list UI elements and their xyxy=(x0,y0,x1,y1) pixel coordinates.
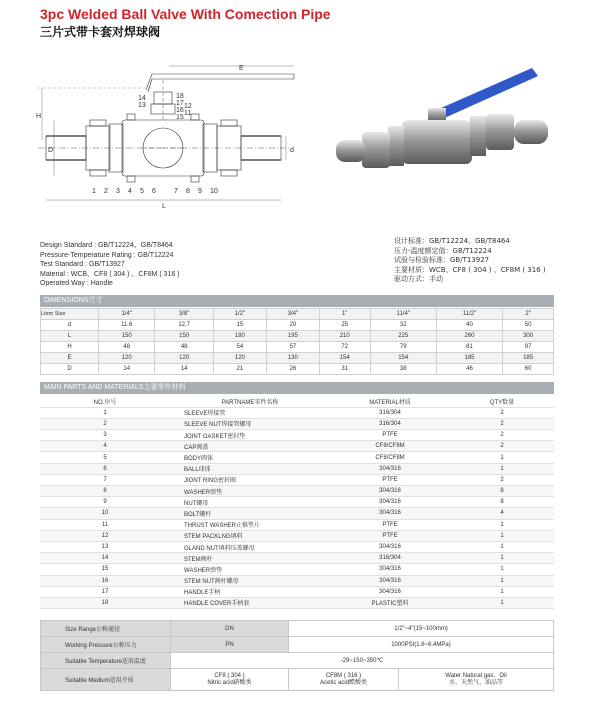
cell-name: JOINT GASKET密封垫 xyxy=(170,430,330,441)
dim-row-D: D 14 14 21 26 31 38 46 60 xyxy=(41,364,554,375)
cell-no: 12 xyxy=(40,530,170,541)
table-row xyxy=(40,564,554,575)
cell-no: 16 xyxy=(40,575,170,586)
part-num-13: 13 xyxy=(138,102,146,109)
cell-no: 6 xyxy=(40,463,170,474)
cell-qty: 2 xyxy=(450,418,554,429)
cell-name: NUT螺母 xyxy=(170,497,330,508)
cell-material: PTFE xyxy=(330,430,450,441)
size-header: 3/4" xyxy=(266,309,319,320)
part-num-17: 17 xyxy=(176,100,184,107)
cell-name: BOLT螺杆 xyxy=(170,508,330,519)
parts-header: MAIN PARTS AND MATERIALS主要零件材料 xyxy=(40,382,554,394)
spec-line: Design Standard : GB/T12224、GB/T8464 xyxy=(40,242,173,249)
spec-line: 驱动方式：手动 xyxy=(394,275,443,283)
cell-name: WASHER弹垫 xyxy=(170,564,330,575)
cell-qty: 1 xyxy=(450,575,554,586)
dim-row-L: L 150 150 180 195 210 225 260 300 xyxy=(41,331,554,342)
cell-name: HANDLE COVER手柄套 xyxy=(170,597,330,608)
cell-material: CF8/CF8M xyxy=(330,441,450,452)
table-row xyxy=(40,508,554,519)
cell-material: PLASTIC塑料 xyxy=(330,597,450,608)
table-row xyxy=(40,586,554,597)
part-num-6: 6 xyxy=(152,188,156,195)
size-header: 2" xyxy=(503,309,554,320)
part-num-4: 4 xyxy=(128,188,132,195)
spec-line: Material : WCB、CF8 ( 304 ) 、CF8M ( 316 ) xyxy=(40,270,180,278)
cell-qty: 2 xyxy=(450,407,554,418)
label-E: E xyxy=(239,65,244,72)
cell-material: PTFE xyxy=(330,530,450,541)
table-row xyxy=(40,474,554,485)
table-row xyxy=(40,553,554,564)
dim-corner: Ltem Size xyxy=(41,309,99,320)
part-num-9: 9 xyxy=(198,188,202,195)
cell-qty: 4 xyxy=(450,508,554,519)
cell-name: WASHER弹垫 xyxy=(170,486,330,497)
pressure-row: Working Pressure公称压力 PN 1000PSI(1.6~6.4MPa) xyxy=(41,637,554,653)
spec-line: 主要材质：WCB、CF8 ( 304 ) 、CF8M ( 316 ) xyxy=(394,265,546,274)
valve-photo xyxy=(332,60,562,200)
cell-no: 15 xyxy=(40,564,170,575)
cell-name: STEM PACKLNG填料 xyxy=(170,530,330,541)
cell-qty: 8 xyxy=(450,486,554,497)
table-row xyxy=(40,519,554,530)
dim-row-E: E 120 120 120 130 154 154 185 185 xyxy=(41,353,554,364)
spec-line: Operated Way : Handle xyxy=(40,280,113,287)
properties-table xyxy=(40,620,554,691)
cell-no: 7 xyxy=(40,474,170,485)
cell-material: 304/316 xyxy=(330,508,450,519)
dim-row-d: d 11.6 12.7 15 20 25 32 40 50 xyxy=(41,320,554,331)
cell-no: 18 xyxy=(40,597,170,608)
part-num-18: 18 xyxy=(176,93,184,100)
cell-name: CAP阀盖 xyxy=(170,441,330,452)
spec-line: Pressure-Temperature Rating : GB/T12224 xyxy=(40,251,174,259)
cell-qty: 8 xyxy=(450,497,554,508)
cell-name: JIONT RING密封圈 xyxy=(170,474,330,485)
table-row xyxy=(40,430,554,441)
cell-material: PTFE xyxy=(330,474,450,485)
table-row xyxy=(40,575,554,586)
col-qty: QTY数量 xyxy=(450,396,554,407)
cell-material: CF8/CF8M xyxy=(330,452,450,463)
part-num-7: 7 xyxy=(174,188,178,195)
cell-material: 304/316 xyxy=(330,541,450,552)
label-d: d xyxy=(290,147,294,154)
page-title: 3pc Welded Ball Valve With Comection Pipe xyxy=(40,6,331,22)
cell-material: 316/304 xyxy=(330,418,450,429)
cell-qty: 2 xyxy=(450,474,554,485)
table-row xyxy=(40,530,554,541)
spec-line: Test Standard : GB/T13927 xyxy=(40,261,125,268)
cell-material: 304/316 xyxy=(330,486,450,497)
cell-qty: 1 xyxy=(450,530,554,541)
parts-table xyxy=(40,396,554,609)
dimensions-table xyxy=(40,308,554,375)
cell-no: 13 xyxy=(40,541,170,552)
col-partname: PARTNAME零件名称 xyxy=(170,396,330,407)
cell-no: 5 xyxy=(40,452,170,463)
cell-no: 10 xyxy=(40,508,170,519)
part-num-14: 14 xyxy=(138,95,146,102)
label-D: D xyxy=(48,147,54,154)
cell-name: STEM NUT阀杆螺母 xyxy=(170,575,330,586)
cell-qty: 1 xyxy=(450,452,554,463)
size-range-row: Size Range公称通径 DN 1/2"~4"(15~100mm) xyxy=(41,621,554,637)
part-num-12: 12 xyxy=(184,103,192,110)
part-num-10: 10 xyxy=(210,188,218,195)
cell-name: BODY阀体 xyxy=(170,452,330,463)
cell-name: STEM阀杆 xyxy=(170,553,330,564)
cell-material: 304/316 xyxy=(330,586,450,597)
cell-qty: 1 xyxy=(450,553,554,564)
cell-name: HANDLE手柄 xyxy=(170,586,330,597)
part-num-16: 16 xyxy=(176,107,184,114)
cell-no: 2 xyxy=(40,418,170,429)
cell-no: 3 xyxy=(40,430,170,441)
table-row xyxy=(40,541,554,552)
cell-no: 8 xyxy=(40,486,170,497)
part-num-2: 2 xyxy=(104,188,108,195)
size-header: 1" xyxy=(319,309,370,320)
part-num-11: 11 xyxy=(184,110,192,117)
cell-qty: 1 xyxy=(450,586,554,597)
table-row xyxy=(40,407,554,418)
col-material: MATERIAL材质 xyxy=(330,396,450,407)
cell-qty: 1 xyxy=(450,564,554,575)
size-header: 1/2" xyxy=(213,309,266,320)
page-subtitle-cn: 三片式带卡套对焊球阀 xyxy=(40,25,161,39)
specs-en xyxy=(40,241,180,289)
size-header: 1/4" xyxy=(99,309,155,320)
table-row xyxy=(40,597,554,608)
part-num-3: 3 xyxy=(116,188,120,195)
cell-qty: 1 xyxy=(450,597,554,608)
specs-cn xyxy=(394,237,546,285)
size-header: 11/2" xyxy=(436,309,502,320)
table-row xyxy=(40,497,554,508)
cell-no: 1 xyxy=(40,407,170,418)
dimensions-header: DIMENSIONS尺寸 xyxy=(40,295,554,307)
cell-qty: 2 xyxy=(450,441,554,452)
cell-material: 304/316 xyxy=(330,564,450,575)
table-row xyxy=(40,418,554,429)
cell-name: THRUST WASHER止推垫片 xyxy=(170,519,330,530)
medium-row: Suitable Medium适用介质 CF8 ( 304 ) Nitric acid硝酸类 CF8M ( 316 ) Acetic acid醋酸类 Water Natural gas、Oil 水、天然气、油品等 xyxy=(41,669,554,691)
cell-no: 17 xyxy=(40,586,170,597)
part-num-1: 1 xyxy=(92,188,96,195)
table-row xyxy=(40,441,554,452)
cell-name: BALL球体 xyxy=(170,463,330,474)
spec-line: 设计标准：GB/T12224、GB/T8464 xyxy=(394,237,510,245)
table-row xyxy=(40,463,554,474)
cell-material: 316/304 xyxy=(330,407,450,418)
cell-name: GLAND NUT填料压盖螺母 xyxy=(170,541,330,552)
cell-no: 4 xyxy=(40,441,170,452)
table-row xyxy=(40,452,554,463)
cell-no: 9 xyxy=(40,497,170,508)
cell-material: 304/316 xyxy=(330,463,450,474)
cell-name: SLEEVE焊接管 xyxy=(170,407,330,418)
part-num-15: 15 xyxy=(176,114,184,121)
technical-drawing xyxy=(34,60,314,210)
dim-row-H: H 48 48 54 57 72 79 81 97 xyxy=(41,342,554,353)
spec-line: 压力-温度额定值：GB/T12224 xyxy=(394,246,492,255)
cell-qty: 2 xyxy=(450,430,554,441)
part-num-8: 8 xyxy=(186,188,190,195)
label-L: L xyxy=(162,203,166,210)
parts-body xyxy=(40,407,554,608)
cell-no: 11 xyxy=(40,519,170,530)
size-header: 3/8" xyxy=(155,309,214,320)
cell-name: SLEEVE NUT焊接管螺母 xyxy=(170,418,330,429)
cell-qty: 1 xyxy=(450,519,554,530)
size-header: 11/4" xyxy=(370,309,436,320)
cell-material: 316/304 xyxy=(330,553,450,564)
cell-qty: 1 xyxy=(450,541,554,552)
label-H: H xyxy=(36,113,42,120)
cell-material: PTFE xyxy=(330,519,450,530)
spec-line: 试验与检验标准：GB/T13927 xyxy=(394,256,490,264)
cell-material: 304/316 xyxy=(330,575,450,586)
temperature-row: Suitable Temperature适用温度 -29~150~350℃ xyxy=(41,653,554,669)
col-no: NO.序号 xyxy=(40,396,170,407)
cell-no: 14 xyxy=(40,553,170,564)
table-row xyxy=(40,486,554,497)
cell-material: 304/316 xyxy=(330,497,450,508)
part-num-5: 5 xyxy=(140,188,144,195)
cell-qty: 1 xyxy=(450,463,554,474)
